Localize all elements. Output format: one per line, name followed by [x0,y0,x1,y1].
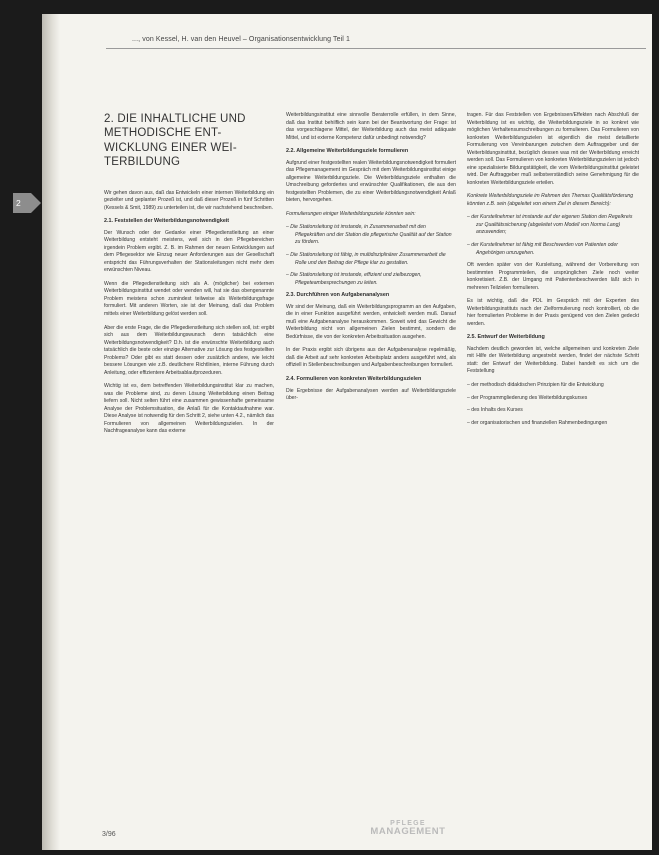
intro-paragraph: Wir gehen davon aus, daß das Entwickeln einer internen Weiterbildung ein gezielter und geplanter Prozeß ist, und daß dieser Prozeß in fünf Schritten (Kessels & Smit, 1989) zu unterteilen ist, die wir nachstehend beschreiben. [104,189,274,211]
list-item: – der organisatorischen und finanziellen Rahmenbedingungen [467,419,608,426]
goal-item: – Die Stationsleitung ist imstande, in Zusammenarbeit mit den Pflegekräften und der Station die pflegerische Qualität auf der Station zu fördern. [286,224,452,246]
list-item: – der methodisch didaktischen Prinzipien für die Entwicklung [467,381,604,388]
paragraph: In der Praxis ergibt sich übrigens aus der Aufgabenanalyse regelmäßig, daß die Arbeit auf sehr konkreten Arbeitsplatz anders ausgeführt wird, als offiziell in Stellenbeschreibungen und Aufgabenbeschreibungen formuliert. [286,347,456,369]
goal-text: Die Stationsleitung ist imstande, in Zusammenarbeit mit den Pflegekräften und der Station die pflegerische Qualität auf der Station zu fördern. [290,224,452,246]
paragraph: Aber die erste Frage, die die Pflegedienstleitung sich stellen soll, ist: ergibt sich aus dem Weiterbildungswunsch denn tatsächlich eine Weiterbildungsnotwendigkeit? D.h. ist die erwünschte Weiterbildung auch tatsächlich die beste oder einzige Alternative zur Lösung des festgestellten Problems? Oder gibt es statt dessen oder zusätzlich andere, wie leicht bessere Lösungen wie z.B. deutlichere Richtlinien, interne Führung durch Anleitung, oder effizientere Arbeitsablaufprozeduren. [104,324,274,376]
paragraph: Der Wunsch oder der Gedanke einer Pflegedienstleitung an einer Weiterbildung entsteht meistens, weil sich in den Pflegebereichen irgendein Problem ergibt. Z. B. im Rahmen der neuen Entwicklungen auf dem Pflegesektor wie Einzug neuer Anforderungen aus der Gesellschaft entspricht das Führungsverhalten der Stationsleitungen nicht mehr dem erwünschten Niveau. [104,229,274,274]
chapter-title: 2. DIE INHALTLICHE UND METHODISCHE ENT-WICKLUNG EINER WEI-TERBILDUNG [104,113,246,169]
list-item: – der Programmgliederung des Weiterbildungskurses [467,394,588,401]
italic-paragraph: Konkrete Weiterbildungsziele im Rahmen des Themas Qualitätsförderung könnten z.B. sein (abgeleitet von einem Ziel in diesem Bereich): [467,193,634,207]
logo-bottom-text: MANAGEMENT [370,826,446,837]
paragraph: tragen. Für das Feststellen von Ergebnissen/Effekten nach Abschluß der Weiterbildung ist es wichtig, die Weiterbildungsziele in so konkret wie möglichen Verhaltensumschreibungen zu formulieren. Das Formulieren von konkreten Weiterbildungszielen ist eigentlich die meist detaillierte Formulierung von Vereinbarungen zwischen dem Auftraggeber und der Weiterbildungsinstitut, bezüglich dessen was mit der Weiterbildung erreicht werden soll. Das Formulieren von konkreten Weiterbildungszielen ist jedoch eine spezialisierte Bildungstätigkeit, die vom Weiterbildungsinstitut geleistet wird. Der Auftraggeber muß selbstverständlich seine Genehmigung für die konkreten Weiterbildungsziele erteilen. [467,112,639,186]
list-item-text: der Programmgliederung des Weiterbildungskurses [471,394,588,401]
objective-text: der Kursteilnehmer ist fähig mit Beschwerden von Patienten oder Angehörigen umzugehen. [471,241,618,256]
logo-top-text: PFLEGE [390,820,426,827]
chapter-marker-number: 2 [16,198,21,208]
objective-item: – der Kursteilnehmer ist imstande auf der eigenen Station den Regelkreis zur Qualitätssicherung (abgeleitet vom Modell von Norma Lang) anzuwenden; [467,214,633,236]
paragraph: Wir sind der Meinung, daß ein Weiterbildungsprogramm an den Aufgaben, die in einer Funktion ausgeführt werden, entwickelt werden muß. Darauf muß eine Aufgabenanalyse herauskommen. Soweit wird das Gewicht die Weiterbildung nicht von allgemeinen Zielen bestimmt, sondern die Bedürfnisse, die von der konkreten Arbeitssituation ausgehen. [286,303,456,340]
text-column-3 [467,112,639,850]
paragraph: Oft werden später von der Kursleitung, während der Vorbereitung von bestimmten Programmteilen, die ursprünglichen Ziele noch weiter konkretisiert. Z.B. der Umgang mit Patientenbeschwerden läßt sich in mehreren Teilzielen formulieren. [467,262,639,291]
paragraph: Weiterbildungsinstitut eine sinnvolle Beraterrolle erfüllen, in dem Sinne, daß das Institut behilflich sein kann bei der Beantwortung der Frage: ist das vorgeschlagene Mittel, der Weiterbildung auch das meist adäquate Mittel, und ist externe Kompetenz dafür unbedingt notwendig? [286,112,456,141]
objective-item: – der Kursteilnehmer ist fähig mit Beschwerden von Patienten oder Angehörigen umzugehen. [467,241,618,256]
paragraph: Es ist wichtig, daß die PDL im Gespräch mit der Experten des Weiterbildungsinstituts nach der Zielformulierung noch kontrolliert, ob die hier formulierten Probleme in der Praxis genügend von den Zielen gedeckt werden. [467,298,639,327]
list-item-text: der organisatorischen und finanziellen Rahmenbedingungen [471,419,608,426]
paragraph: Aufgrund einer festgestellten realen Weiterbildungsnotwendigkeit formuliert das Pflegemanagement im Gespräch mit dem Weiterbildungsinstitut einige allgemeine Weiterbildungsziele. Die Weiterbildungsziele enthalten die Umschreibung gefordertes und erwünschter Qualifikationen, die aus den festgestellten Problemen, die zu einer Weiterbildungsnotwendigkeit Anlaß bieten, hervorgehen. [286,159,456,204]
goal-text: Die Stationsleitung ist imstande, effizient und zielbezogen, Pflegeteambesprechungen zu leiten. [290,272,422,286]
paragraph: Wenn die Pflegedienstleitung sich als A. (möglicher) bei externen Weiterbildungsinstitut wendet oder wenden will, hat sie das obengenannte Problem meistens schon zumindest teilweise als Weiterbildungsfrage formuliert. Mit anderen Worten, sie ist der Meinung, daß das Problem mittels einer Weiterbildung gelöst werden soll. [104,280,274,317]
section-heading-2-5: 2.5. Entwurf der Weiterbildung [467,334,545,341]
section-heading-2-4: 2.4. Formulieren von konkreten Weiterbildungszielen [286,375,422,382]
running-header: ..., von Kessel, H. van den Heuvel – Organisationsentwicklung Teil 1 [132,36,350,43]
section-heading-2-3: 2.3. Durchführen von Aufgabenanalysen [286,292,390,299]
page-number: 3/96 [102,831,116,838]
list-item-text: der methodisch didaktischen Prinzipien für die Entwicklung [471,381,604,388]
text-column-2 [286,112,456,850]
list-item-text: des Inhalts des Kurses [471,407,523,414]
paragraph: Die Ergebnisse der Aufgabenanalysen werden auf Weiterbildungsziele über- [286,387,456,402]
goal-text: Die Stationsleitung ist fähig, in multidisziplinärer Zusammenarbeit die Rolle und den Beitrag der Pflege klar zu gestalten. [290,252,446,266]
book-gutter-shadow [42,14,60,850]
list-item: – des Inhalts des Kurses [467,407,523,414]
publication-logo [360,820,456,837]
section-heading-2-1: 2.1. Feststellen der Weiterbildungsnotwendigkeit [104,218,230,225]
goals-lead-in: Formulierungen einiger Weiterbildungsziele könnten sein: [286,210,416,217]
document-page [42,14,652,850]
objective-text: der Kursteilnehmer ist imstande auf der eigenen Station den Regelkreis zur Qualitätssicherung (abgeleitet vom Modell von Norma Lang) anzuwenden; [471,214,633,236]
header-divider [106,48,646,49]
paragraph: Nachdem deutlich geworden ist, welche allgemeinen und konkreten Ziele mit Hilfe der Weiterbildung angestrebt werden, findet der nächste Schritt statt: der Entwurf der Weiterbildung. Dabei handelt es sich um die Feststellung [467,345,639,375]
section-heading-2-2: 2.2. Allgemeine Weiterbildungsziele formulieren [286,148,409,155]
paragraph: Wichtig ist es, dem betreffenden Weiterbildungsinstitut klar zu machen, was die Probleme sind, zu deren Lösung Weiterbildung einen Beitrag liefern soll. Nicht selten führt eine zusammen gewissenhafte gemeinsame Analyse der Problemsituation, die Anlaß für die Kontaktaufnahme war. Diese Analyse ist notwendig für den Schritt 2, siehe unten 4.2., nämlich das Formulieren von allgemeinen Weiterbildungszielen. In der Nachfrageanalyse kann das externe [104,383,274,435]
text-column-1 [104,106,274,850]
goal-item: – Die Stationsleitung ist fähig, in multidisziplinärer Zusammenarbeit die Rolle und den Beitrag der Pflege klar zu gestalten. [286,252,446,266]
goal-item: – Die Stationsleitung ist imstande, effizient und zielbezogen, Pflegeteambesprechungen zu leiten. [286,272,422,286]
